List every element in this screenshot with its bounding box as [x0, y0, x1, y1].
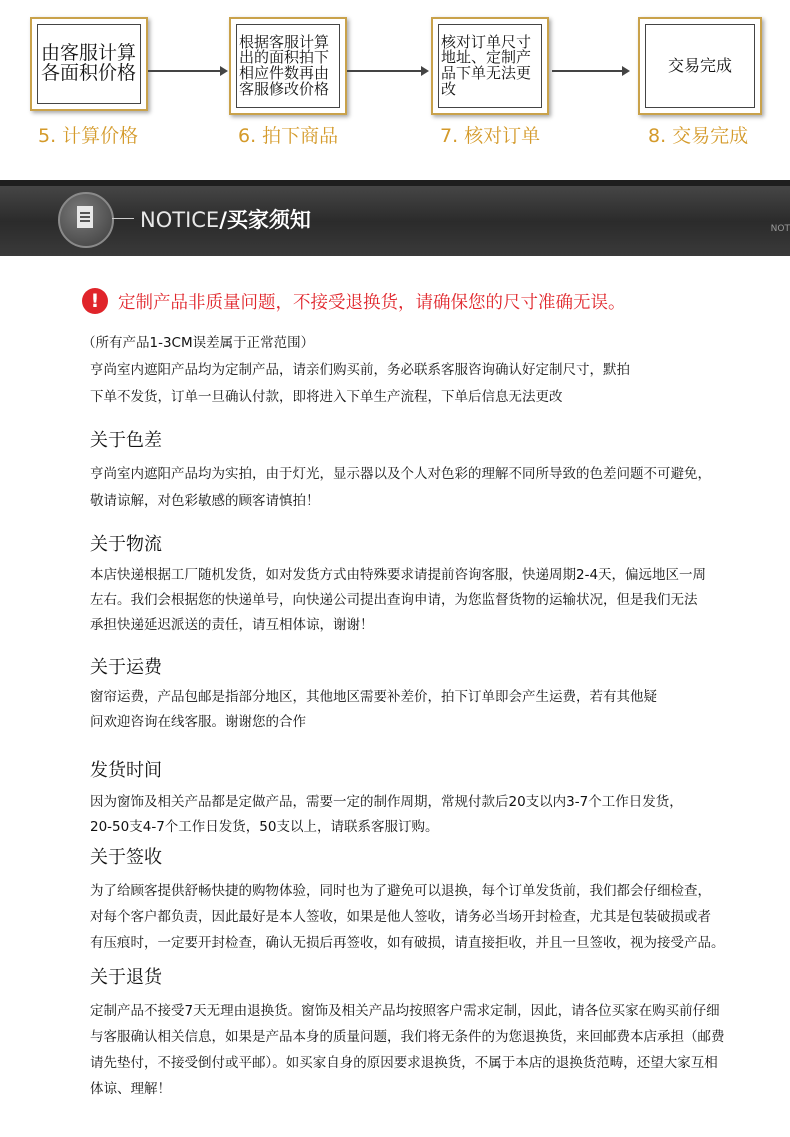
section-delivery-line-1: 因为窗饰及相关产品都是定做产品，需要一定的制作周期，常规付款后20支以内3-7个工作日发货， — [90, 794, 683, 810]
process-steps — [0, 0, 790, 170]
notice-divider — [112, 218, 134, 219]
step-8-text: 交易完成 — [667, 55, 732, 75]
alert-text: 定制产品非质量问题，不接受退换货，请确保您的尺寸准确无误。 — [118, 292, 626, 313]
notice-title-en: NOTICE — [140, 208, 220, 232]
section-signing-line-2: 对每个客户都负责，因此最好是本人签收，如果是他人签收，请务必当场开封检查，尤其是包装破损或者 — [90, 909, 711, 925]
step-6-box — [229, 17, 347, 115]
notice-title — [140, 204, 311, 234]
step-6-text: 根据客服计算出的面积拍下相应件数再由客服修改价格 — [239, 32, 330, 98]
intro-line-1: （所有产品1-3CM误差属于正常范围） — [82, 335, 315, 351]
arrow-6-7 — [347, 70, 427, 72]
alert — [82, 288, 626, 314]
section-logistics-line-1: 本店快递根据工厂随机发货，如对发货方式由特殊要求请提前咨询客服，快递周期2-4天，偏远地区一周 — [90, 567, 707, 583]
section-color-line-1: 亨尚室内遮阳产品均为实拍，由于灯光，显示器以及个人对色彩的理解不同所导致的色差问题不可避免， — [90, 466, 711, 482]
intro-line-3: 下单不发货，订单一旦确认付款，即将进入下单生产流程，下单后信息无法更改 — [90, 389, 563, 405]
section-return-line-1: 定制产品不接受7天无理由退换货。窗饰及相关产品均按照客户需求定制，因此，请各位买家在购买前仔细 — [90, 1003, 720, 1019]
notice-title-cn: /买家须知 — [219, 208, 311, 232]
arrow-5-6 — [148, 70, 226, 72]
section-color-line-2: 敬请谅解，对色彩敏感的顾客请慎拍！ — [90, 493, 320, 509]
section-delivery-line-2: 20-50支4-7个工作日发货，50支以上，请联系客服订购。 — [90, 819, 439, 835]
step-8-box — [638, 17, 762, 115]
step-7-label: 7. 核对订单 — [440, 125, 541, 147]
notice-banner — [0, 180, 790, 256]
step-5-label: 5. 计算价格 — [38, 125, 139, 147]
step-5-box — [30, 17, 148, 111]
section-return-line-3: 请先垫付，不接受倒付或平邮）。如买家自身的原因要求退换货，不属于本店的退换货范畴，还望大家互相 — [90, 1055, 718, 1071]
section-signing-line-3: 有压痕时，一定要开封检查，确认无损后再签收，如有破损，请直接拒收，并且一旦签收，视为接受产品。 — [90, 935, 725, 951]
section-return-line-4: 体谅、理解！ — [90, 1081, 171, 1097]
step-7-box — [431, 17, 549, 115]
step-6-label: 6. 拍下商品 — [238, 125, 339, 147]
step-5-text: 由客服计算各面积价格 — [41, 42, 137, 84]
section-return-title: 关于退货 — [90, 967, 162, 988]
section-signing-title: 关于签收 — [90, 847, 162, 868]
section-logistics-line-3: 承担快递延迟派送的责任，请互相体谅，谢谢！ — [90, 617, 374, 633]
section-logistics-title: 关于物流 — [90, 534, 162, 555]
section-logistics-line-2: 左右。我们会根据您的快递单号，向快递公司提出查询申请，为您监督货物的运输状况，但是我们无法 — [90, 592, 698, 608]
section-return-line-2: 与客服确认相关信息，如果是产品本身的质量问题，我们将无条件的为您退换货，来回邮费本店承担（邮费 — [90, 1029, 725, 1045]
notice-badge — [58, 192, 114, 248]
step-7-text: 核对订单尺寸地址、定制产品下单无法更改 — [441, 32, 532, 98]
section-color-title: 关于色差 — [90, 430, 162, 451]
section-delivery-title: 发货时间 — [90, 760, 162, 781]
notice-right-text: NOT — [770, 224, 790, 234]
section-shipping-line-2: 问欢迎咨询在线客服。谢谢您的合作 — [90, 714, 306, 730]
section-shipping-line-1: 窗帘运费，产品包邮是指部分地区，其他地区需要补差价，拍下订单即会产生运费，若有其他疑 — [90, 689, 657, 705]
step-8-label: 8. 交易完成 — [648, 125, 749, 147]
intro-line-2: 亨尚室内遮阳产品均为定制产品，请亲们购买前，务必联系客服咨询确认好定制尺寸，默拍 — [90, 362, 630, 378]
document-icon — [77, 206, 93, 228]
section-signing-line-1: 为了给顾客提供舒畅快捷的购物体验，同时也为了避免可以退换，每个订单发货前，我们都会仔细检查， — [90, 883, 711, 899]
notice-stripe — [0, 180, 790, 186]
section-shipping-title: 关于运费 — [90, 657, 162, 678]
exclamation-icon: ! — [82, 288, 108, 314]
arrow-7-8 — [552, 70, 628, 72]
